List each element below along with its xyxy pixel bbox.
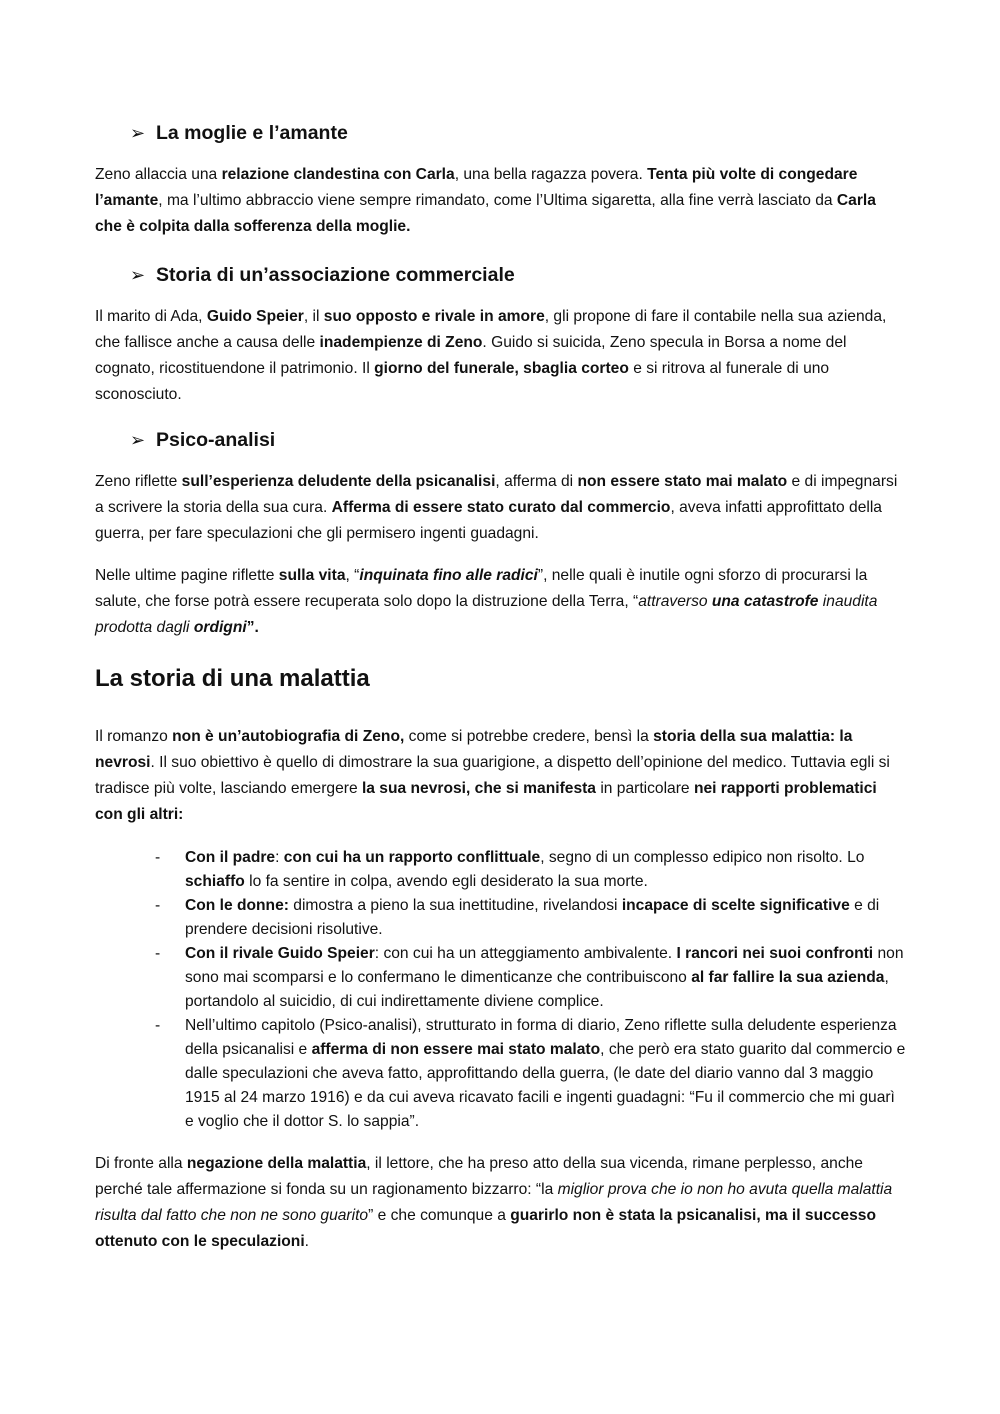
paragraph-psico-analisi-2: [95, 563, 907, 641]
list-item: [95, 846, 907, 894]
section-heading-la-moglie: [130, 120, 890, 146]
section-heading-psico-analisi: [130, 427, 890, 453]
list-item: [95, 894, 907, 942]
list-item: [95, 942, 907, 1014]
arrowhead-bullet-icon: ➢: [130, 430, 146, 450]
paragraph-text: Di fronte alla negazione della malattia, il lettore, che ha preso atto della sua vicenda, rimane perplesso, anche perché tale affermazione si fonda su un ragionamento bizzarro: “la miglior prova che io non ho avuta quella malattia risulta dal fatto che non ne sono guarito” e che comunque a guarirlo non è stata la psicanalisi, ma il successo ottenuto con le speculazioni.: [95, 1155, 893, 1250]
heading-text: La moglie e l’amante: [156, 122, 348, 144]
list-item-text: Con il padre: con cui ha un rapporto conflittuale, segno di un complesso edipico non risolto. Lo schiaffo lo fa sentire in colpa, avendo egli desiderato la sua morte.: [185, 849, 865, 890]
section-title-storia-malattia: La storia di una malattia: [95, 665, 370, 692]
paragraph-text: Zeno riflette sull’esperienza deludente della psicanalisi, afferma di non essere stato mai malato e di impegnarsi a scrivere la storia della sua cura. Afferma di essere stato curato dal commercio, aveva infatti approfittato della guerra, per fare speculazioni che gli permisero ingenti guadagni.: [95, 473, 898, 542]
paragraph-text: Il marito di Ada, Guido Speier, il suo opposto e rivale in amore, gli propone di fare il contabile nella sua azienda, che fallisce anche a causa delle inadempienze di Zeno. Guido si suicida, Zeno specula in Borsa a nome del cognato, ricostituendone il patrimonio. Il giorno del funerale, sbaglia corteo e si ritrova al funerale di uno sconosciuto.: [95, 308, 887, 403]
dash-bullet: -: [155, 1017, 161, 1034]
paragraph-associazione: [95, 304, 907, 408]
list-item-text: Con le donne: dimostra a pieno la sua inettitudine, rivelandosi incapace di scelte significative e di prendere decisioni risolutive.: [185, 897, 880, 938]
dash-bullet: -: [155, 945, 161, 962]
arrowhead-bullet-icon: ➢: [130, 265, 146, 285]
paragraph-closing: [95, 1151, 907, 1255]
paragraph-psico-analisi-1: [95, 469, 907, 547]
list-item-text: Nell’ultimo capitolo (Psico-analisi), strutturato in forma di diario, Zeno riflette sulla deludente esperienza della psicanalisi e afferma di non essere mai stato malato, che però era stato guarito dal commercio e dalle speculazioni che aveva fatto, approfittando della guerra, (le date del diario vanno dal 3 maggio 1915 al 24 marzo 1916) e da cui aveva ricavato facili e ingenti guadagni: “Fu il commercio che mi guarì e voglio che il dottor S. lo sappia”.: [185, 1017, 906, 1130]
heading-text: Psico-analisi: [156, 429, 276, 451]
list-item-text: Con il rivale Guido Speier: con cui ha un atteggiamento ambivalente. I rancori nei suoi confronti non sono mai scomparsi e lo confermano le dimenticanze che contribuiscono al far fallire la sua azienda, portandolo al suicidio, di cui indirettamente diviene complice.: [185, 945, 904, 1010]
paragraph-text: Il romanzo non è un’autobiografia di Zeno, come si potrebbe credere, bensì la storia della sua malattia: la nevrosi. Il suo obiettivo è quello di dimostrare la sua guarigione, a dispetto dell’opinione del medico. Tuttavia egli si tradisce più volte, lasciando emergere la sua nevrosi, che si manifesta in particolare nei rapporti problematici con gli altri:: [95, 728, 890, 823]
list-item: [95, 1014, 907, 1134]
paragraph-la-moglie: [95, 162, 907, 240]
dash-bullet: -: [155, 849, 161, 866]
paragraph-text: Nelle ultime pagine riflette sulla vita, “inquinata fino alle radici”, nelle quali è inutile ogni sforzo di procurarsi la salute, che forse potrà essere recuperata solo dopo la distruzione della Terra, “attraverso una catastrofe inaudita prodotta dagli ordigni”.: [95, 567, 878, 636]
dash-bullet: -: [155, 897, 161, 914]
paragraph-text: Zeno allaccia una relazione clandestina con Carla, una bella ragazza povera. Tenta più volte di congedare l’amante, ma l’ultimo abbraccio viene sempre rimandato, come l’Ultima sigaretta, alla fine verrà lasciato da Carla che è colpita dalla sofferenza della moglie.: [95, 166, 876, 235]
heading-text: Storia di un’associazione commerciale: [156, 264, 515, 286]
arrowhead-bullet-icon: ➢: [130, 123, 146, 143]
relationships-list: [95, 846, 907, 1134]
section-heading-associazione: [130, 262, 890, 288]
paragraph-intro-malattia: [95, 724, 907, 828]
